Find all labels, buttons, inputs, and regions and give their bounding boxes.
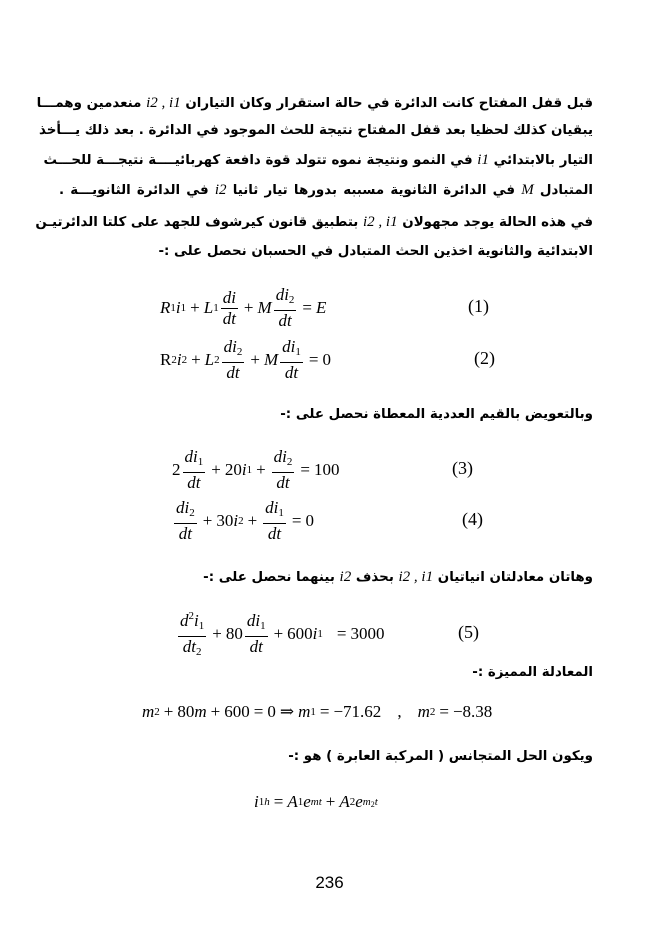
currents-i2-i1: i2 , i1 [146,95,181,111]
homogeneous-solution: i 1h = A 1 e mt + A 2 e $m_2t$ [254,792,378,811]
mutual-inductance-M: M [521,182,534,198]
characteristic-label: المعادلة المميزة :- [472,665,593,680]
intro-line-3: التيار بالابتدائي i1 في النمو ونتيجة نموه تتولد قوة دافعة كهربائيــــة نتيجـــة للحـــث [43,152,593,168]
current-i1: i1 [477,152,489,168]
intro-line-4: المتبادل M في الدائرة الثانوية مسببه بدورها تيار ثانيا i2 في الدائرة الثانويـــة . [59,182,593,198]
equation-3-number: (3) [452,458,473,478]
unknowns-i2-i1: i2 , i1 [363,214,398,230]
equation-1-number: (1) [468,296,489,316]
homogeneous-text: ويكون الحل المتجانس ( المركبة العابرة ) هو :- [288,749,593,764]
equation-5-number: (5) [458,622,479,642]
page-number: 236 [315,873,344,892]
equation-2-number: (2) [474,348,495,368]
equation-3: 2 $\frac{di_1}{dt}$ + 20 i 1 + $\frac{di_2}{dt}$ = 100 (3) [172,447,473,492]
equation-5: $\frac{d^2i_1}{dt_2}$ + 80 $\frac{di_1}{dt}$ + 600 i 1 = 3000 (5) [0,610,659,658]
substitution-text: وبالتعويض بالقيم العددية المعطاة نحصل على :- [280,407,593,422]
equation-2: R 2 i 2 + L 2 $\frac{di_2}{dt}$ + M $\frac{di_1}{dt}$ = 0 (2) [160,337,495,382]
equation-4: $\frac{di_2}{dt}$ + 30 i 2 + $\frac{di_1}{dt}$ = 0 (4) [176,498,483,543]
intro-line-2: يبقيان كذلك لحظيا بعد قفل المفتاح نتيجة للحث الموجود في الدائرة . بعد ذلك يـــأخذ [38,123,593,138]
intro-line-5: في هذه الحالة يوجد مجهولان i2 , i1 بتطبيق قانون كيرشوف للجهد على كلتا الدائرتيـن [35,214,593,230]
equation-4-number: (4) [462,509,483,529]
elimination-text: وهاتان معادلتان انياتيان i2 , i1 بحذف i2 بينهما نحصل على :- [203,569,593,585]
intro-line-1: قبل قفل المفتاح كانت الدائرة في حالة استقرار وكان التياران i2 , i1 منعدمين وهمـــا [36,95,593,111]
characteristic-equation: m 2 + 80 m + 600 = 0 ⇒ m 1 = −71.62 , m 2 = −8.38 [142,702,493,721]
intro-line-6: الابتدائية والثانوية اخذين الحث المتبادل في الحسبان نحصل على :- [158,244,593,259]
equation-1: R 1 i 1 + L 1 $\frac{di}{dt}$ + M $\frac{di_2}{dt}$ = E (1) [160,285,489,330]
current-i2: i2 [214,182,227,198]
